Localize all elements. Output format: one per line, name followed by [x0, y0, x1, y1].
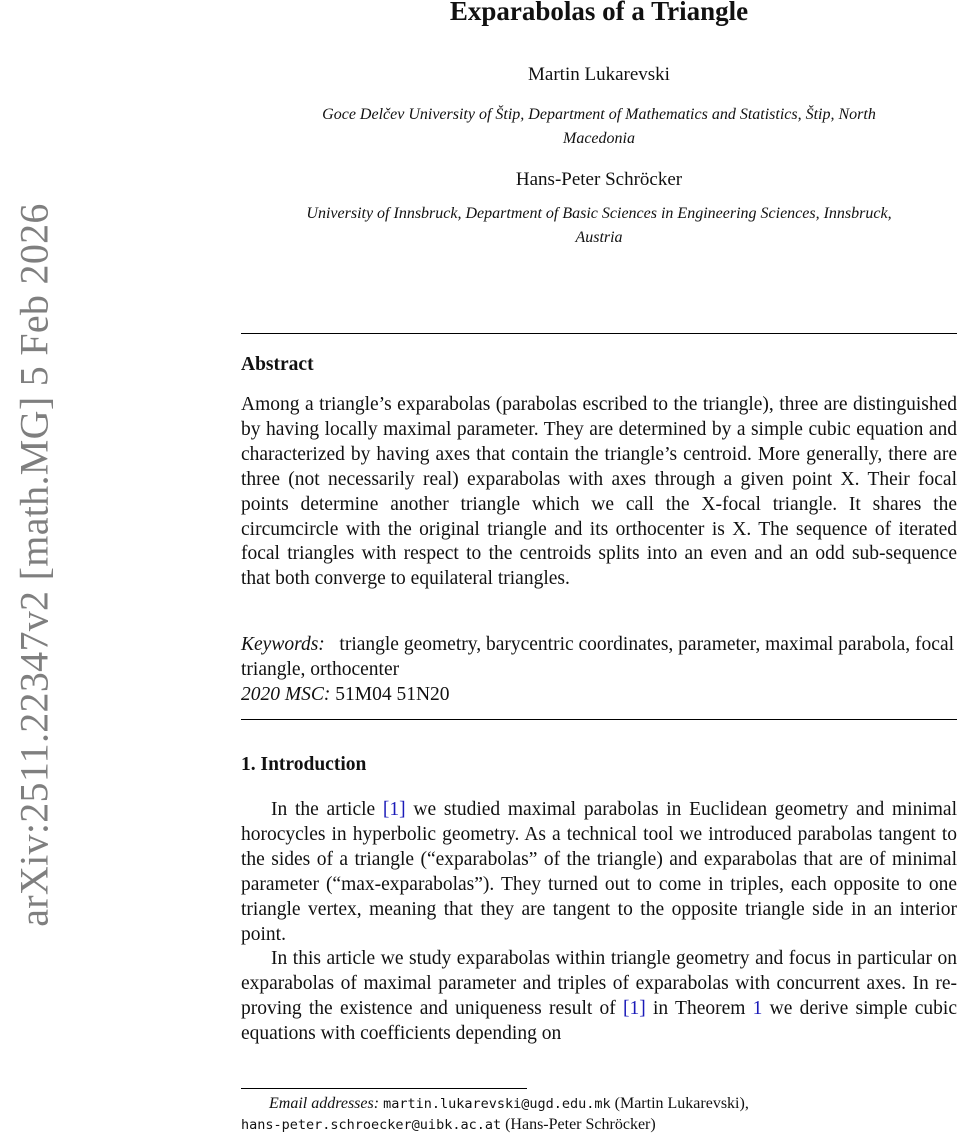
theorem-link[interactable]: 1: [752, 998, 763, 1020]
introduction-body: [241, 798, 957, 1047]
email-link-1[interactable]: martin.lukarevski@ugd.edu.mk: [383, 1096, 611, 1112]
author-2-name: Hans-Peter Schröcker: [515, 169, 683, 190]
affiliation-line: Macedonia: [563, 130, 635, 147]
arxiv-sidebar: [0, 0, 60, 1133]
section-heading-introduction: 1. Introduction: [241, 754, 367, 775]
paper-title: Exparabolas of a Triangle: [449, 0, 749, 26]
footnote: [241, 1094, 957, 1135]
affiliation-line: University of Innsbruck, Department of Basic Sciences in Engineering Sciences, Innsbruck,: [306, 205, 892, 222]
author-2-affiliation: [241, 202, 957, 250]
msc-label: 2020 MSC:: [241, 684, 331, 705]
text-run: in Theorem: [645, 998, 753, 1020]
email-owner-1: (Martin Lukarevski),: [614, 1095, 749, 1112]
affiliation-line: Goce Delčev University of Štip, Department of Mathematics and Statistics, Štip, North: [322, 106, 876, 123]
keywords-text: triangle geometry, barycentric coordinates, parameter, maximal parabola, focal triangle, orthocenter: [241, 634, 955, 680]
text-run: we derive simple cubic equations with coefficients depending on: [241, 998, 957, 1045]
arxiv-stamp: arXiv:2511.22347v2 [math.MG] 5 Feb 2026: [11, 203, 57, 927]
keywords-block: [241, 632, 957, 707]
citation-link[interactable]: [1]: [623, 998, 646, 1020]
msc-text: 51M04 51N20: [335, 684, 450, 705]
author-1-affiliation: [241, 103, 957, 151]
email-owner-2: (Hans-Peter Schröcker): [505, 1115, 656, 1133]
email-link-2[interactable]: hans-peter.schroecker@uibk.ac.at: [241, 1116, 502, 1133]
text-run: In this article we study exparabolas within triangle geometry and focus in particular on exparabolas of maximal parameter and triples of exparabolas with concurrent axes. In re-proving the existence and uniqueness result of: [241, 948, 957, 1020]
citation-link[interactable]: [1]: [382, 799, 406, 820]
affiliation-line: Austria: [575, 229, 623, 246]
keywords-label: Keywords:: [241, 634, 325, 655]
abstract-text: Among a triangle’s exparabolas (parabolas escribed to the triangle), three are distinguished by having locally maximal parameter. They are determined by a simple cubic equation and characterized by having axes that contain the triangle’s centroid. More generally, there are three (not necessarily real) exparabolas with axes through a given point X. Their focal points determine another triangle which we call the X-focal triangle. It shares the circumcircle with the original triangle and its orthocenter is X. The sequence of iterated focal triangles with respect to the centroids splits into an even and an odd sub-sequence that both converge to equilateral triangles.: [241, 394, 957, 590]
author-1-name: Martin Lukarevski: [528, 64, 670, 85]
text-run: we studied maximal parabolas in Euclidean geometry and minimal horocycles in hyperbolic geometry. As a technical tool we introduced parabolas tangent to the sides of a triangle (“exparabolas” of the triangle) and exparabolas that are of minimal parameter (“max-exparabolas”). They turned out to come in triples, each opposite to one triangle vertex, meaning that they are tangent to the opposite triangle side in an interior point.: [241, 799, 957, 945]
abstract-heading: Abstract: [241, 354, 314, 375]
abstract-bottom-rule: [241, 719, 957, 720]
abstract-top-rule: [241, 333, 957, 334]
text-run: In the article: [271, 799, 383, 820]
paragraph: [241, 947, 957, 1047]
footnote-rule: [241, 1088, 527, 1089]
paragraph: [241, 798, 957, 947]
email-label: Email addresses:: [269, 1095, 380, 1112]
